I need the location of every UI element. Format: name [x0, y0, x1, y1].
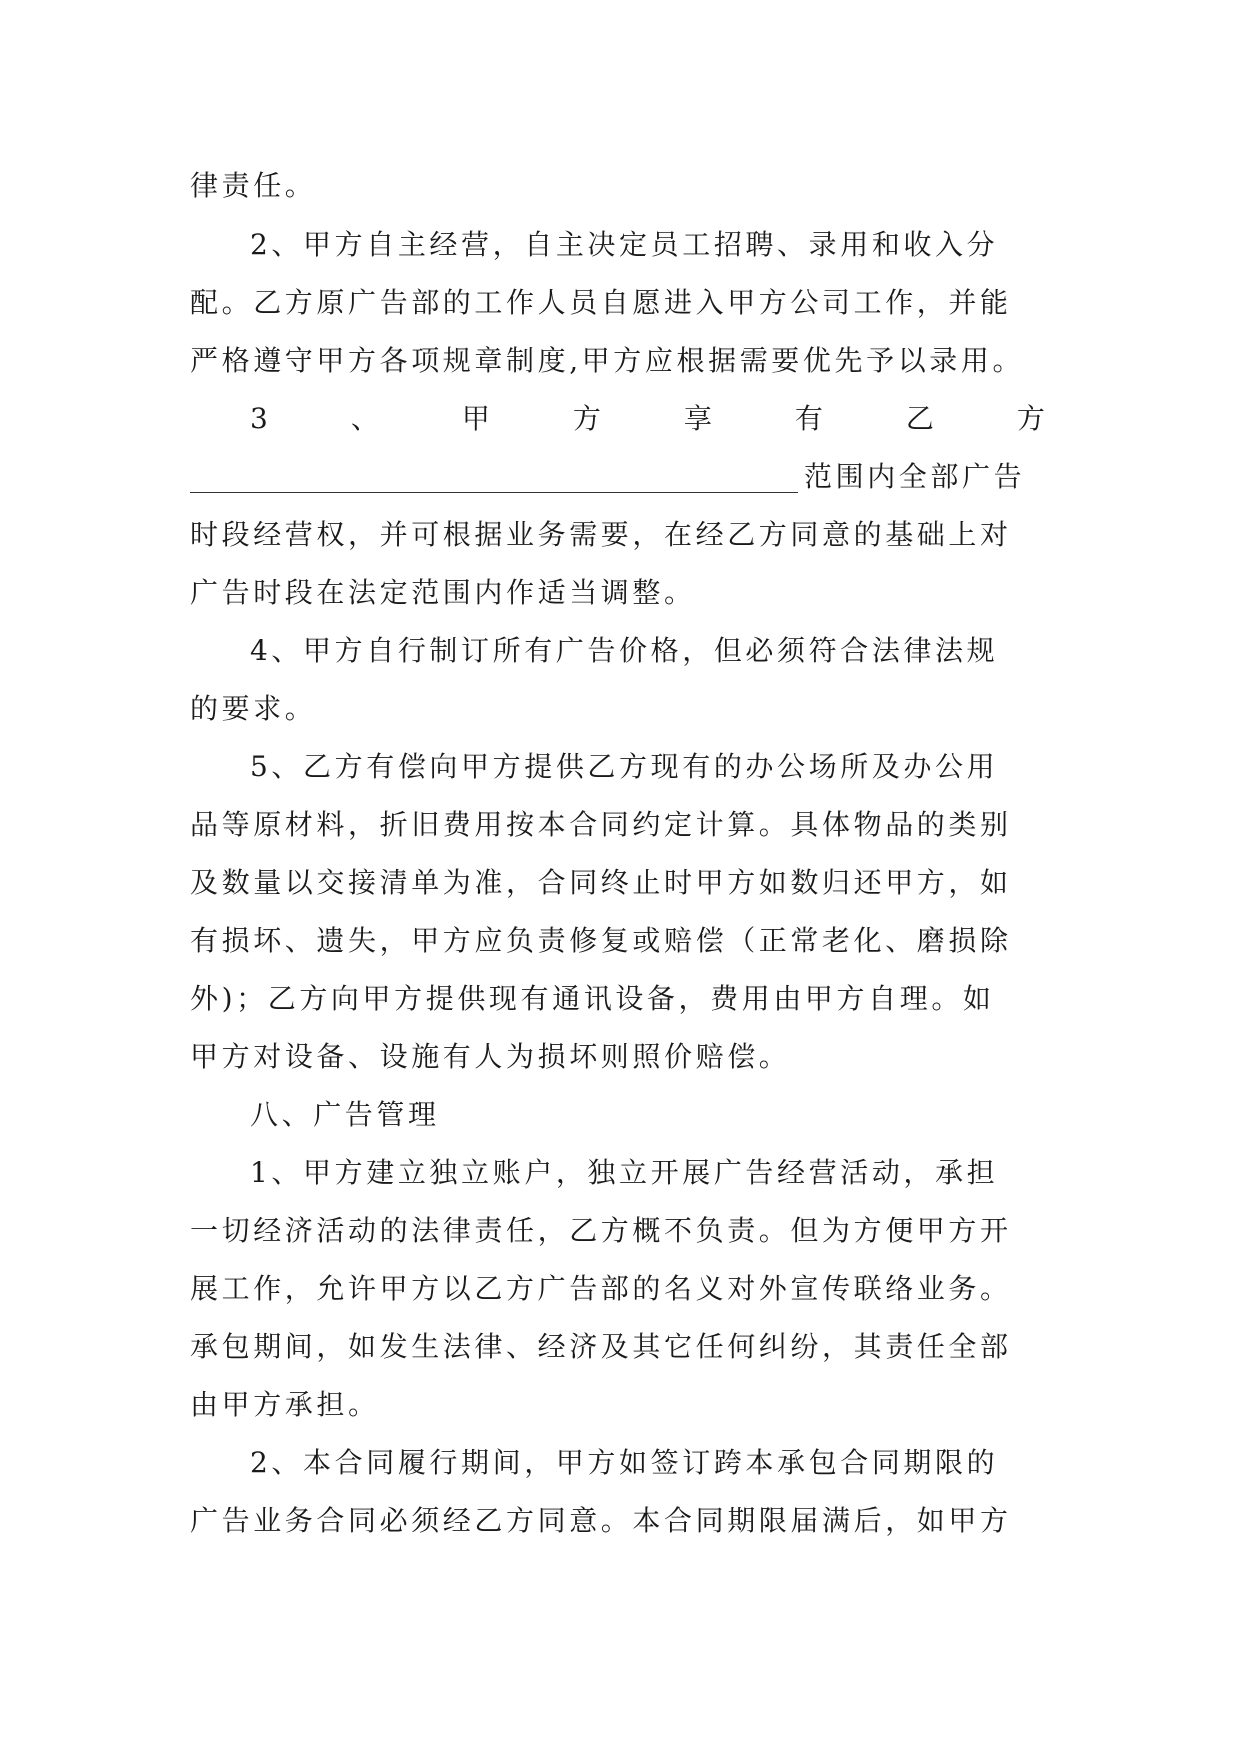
text-line: 1、甲方建立独立账户，独立开展广告经营活动，承担 [250, 1156, 999, 1189]
text-line: 甲方对设备、设施有人为损坏则照价赔偿。 [190, 1040, 791, 1073]
text-line: 4、甲方自行制订所有广告价格，但必须符合法律法规 [250, 634, 999, 667]
text-line: 严格遵守甲方各项规章制度,甲方应根据需要优先予以录用。 [190, 344, 1025, 377]
text-line-with-blank [190, 453, 1045, 501]
text-line: 承包期间，如发生法律、经济及其它任何纠纷，其责任全部 [190, 1330, 1012, 1363]
spread-char: 甲 [461, 402, 490, 435]
spread-char: 、 [350, 402, 379, 435]
text-line: 广告业务合同必须经乙方同意。本合同期限届满后，如甲方 [190, 1504, 1012, 1537]
text-line: 2、本合同履行期间，甲方如签订跨本承包合同期限的 [250, 1446, 999, 1479]
text-line: 的要求。 [190, 692, 317, 725]
text-line: 一切经济活动的法律责任，乙方概不负责。但为方便甲方开 [190, 1214, 1012, 1247]
text-after-blank: 范围内全部广告 [804, 460, 1026, 493]
text-line: 时段经营权，并可根据业务需要，在经乙方同意的基础上对 [190, 518, 1012, 551]
text-line: 广告时段在法定范围内作适当调整。 [190, 576, 696, 609]
spread-char: 享 [683, 402, 712, 435]
text-line: 有损坏、遗失，甲方应负责修复或赔偿（正常老化、磨损除 [190, 924, 1012, 957]
section-heading: 八、广告管理 [250, 1098, 440, 1131]
text-line: 5、乙方有偿向甲方提供乙方现有的办公场所及办公用 [250, 750, 999, 783]
spread-text-line [250, 395, 1045, 443]
spread-char: 有 [794, 402, 823, 435]
text-line: 配。乙方原广告部的工作人员自愿进入甲方公司工作，并能 [190, 286, 1012, 319]
text-line: 展工作，允许甲方以乙方广告部的名义对外宣传联络业务。 [190, 1272, 1012, 1305]
text-line: 律责任。 [190, 169, 317, 202]
spread-char: 乙 [905, 402, 934, 435]
spread-char: 方 [572, 402, 601, 435]
spread-char: 方 [1016, 402, 1045, 435]
text-line: 品等原材料，折旧费用按本合同约定计算。具体物品的类别 [190, 808, 1012, 841]
text-line: 由甲方承担。 [190, 1388, 380, 1421]
text-line: 及数量以交接清单为准，合同终止时甲方如数归还甲方，如 [190, 866, 1012, 899]
fill-in-blank [190, 462, 798, 493]
text-line: 2、甲方自主经营，自主决定员工招聘、录用和收入分 [250, 228, 999, 261]
text-line: 外)；乙方向甲方提供现有通讯设备，费用由甲方自理。如 [190, 982, 995, 1015]
spread-char: 3 [250, 402, 268, 435]
